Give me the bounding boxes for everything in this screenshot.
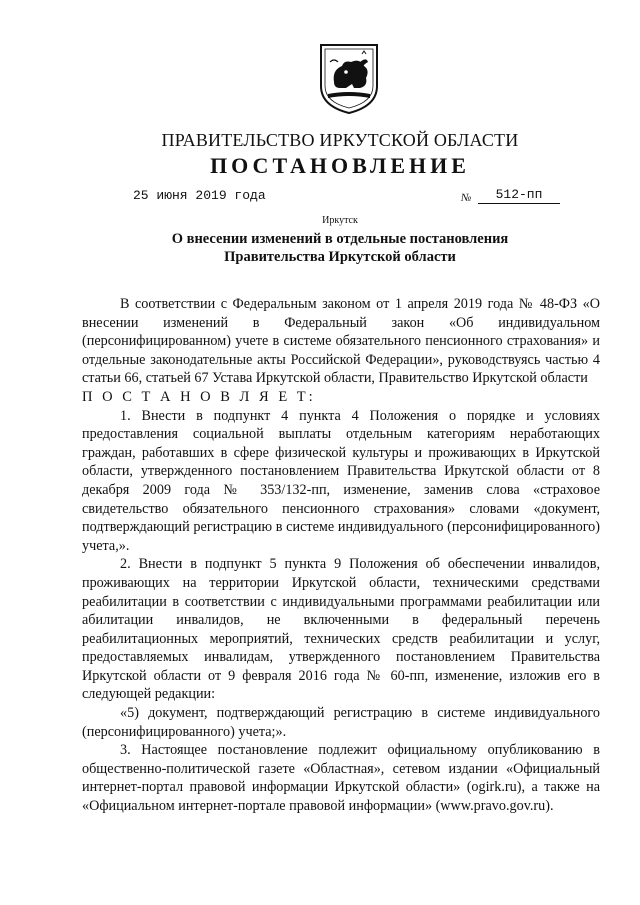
preamble-paragraph: В соответствии с Федеральным законом от 1 апреля 2019 года № 48-ФЗ «О внесении изменений в Федеральный закон «Об индивидуальном (персонифицированном) учете в системе обязательного пенсионного страхования» и отдельные законодательные акты Российской Федерации», руководствуясь частью 4 статьи 66, статьей 67 Устава Иркутской области, Правительство Иркутской области <box>82 296 600 387</box>
document-title <box>0 230 640 266</box>
document-number: 512-пп <box>478 187 560 204</box>
document-body <box>82 295 600 816</box>
item-1-paragraph: 1. Внести в подпункт 4 пункта 4 Положения о порядке и условиях предоставления социальной выплаты отдельным категориям неработающих граждан, работавших в сфере физической культуры и проживающих в Иркутской области, утвержденного постановлением Правительства Иркутской области от 8 декабря 2009 года № 353/132-пп, изменение, заменив слова «страховое свидетельство обязательного пенсионного страхования» словами «документ, подтверждающий регистрацию в системе индивидуального (персонифицированного) учета,». <box>82 407 600 554</box>
title-line-2: Правительства Иркутской области <box>224 249 456 265</box>
decree-heading: П О С Т А Н О В Л Я Е Т: <box>82 388 316 405</box>
item-2-quote-paragraph: «5) документ, подтверждающий регистрацию в системе индивидуального (персонифицированного) учета;». <box>82 705 600 740</box>
document-date: 25 июня 2019 года <box>133 188 266 203</box>
item-3-paragraph: 3. Настоящее постановление подлежит официальному опубликованию в общественно-политической газете «Областная», сетевом издании «Официальный интернет-портал правовой информации Иркутской области» (ogirk.ru), а также на «Официальном интернет-портале правовой информации» (www.pravo.gov.ru). <box>82 742 600 815</box>
government-name: ПРАВИТЕЛЬСТВО ИРКУТСКОЙ ОБЛАСТИ <box>161 130 519 150</box>
number-label: № <box>461 192 472 204</box>
document-type: ПОСТАНОВЛЕНИЕ <box>210 153 470 178</box>
item-2-paragraph: 2. Внести в подпункт 5 пункта 9 Положения об обеспечении инвалидов, проживающих на территории Иркутской области, техническими средствами реабилитации в соответствии с индивидуальными программами реабилитации или абилитации инвалидов, не включенными в федеральный перечень реабилитационных мероприятий, технических средств реабилитации и услуг, предоставляемых инвалидам, утвержденного постановлением Правительства Иркутской области от 9 февраля 2016 года № 60-пп, изменение, изложив его в следующей редакции: <box>82 556 600 703</box>
coat-of-arms-icon <box>318 42 380 116</box>
city: Иркутск <box>322 215 358 226</box>
title-line-1: О внесении изменений в отдельные постановления <box>171 231 509 247</box>
